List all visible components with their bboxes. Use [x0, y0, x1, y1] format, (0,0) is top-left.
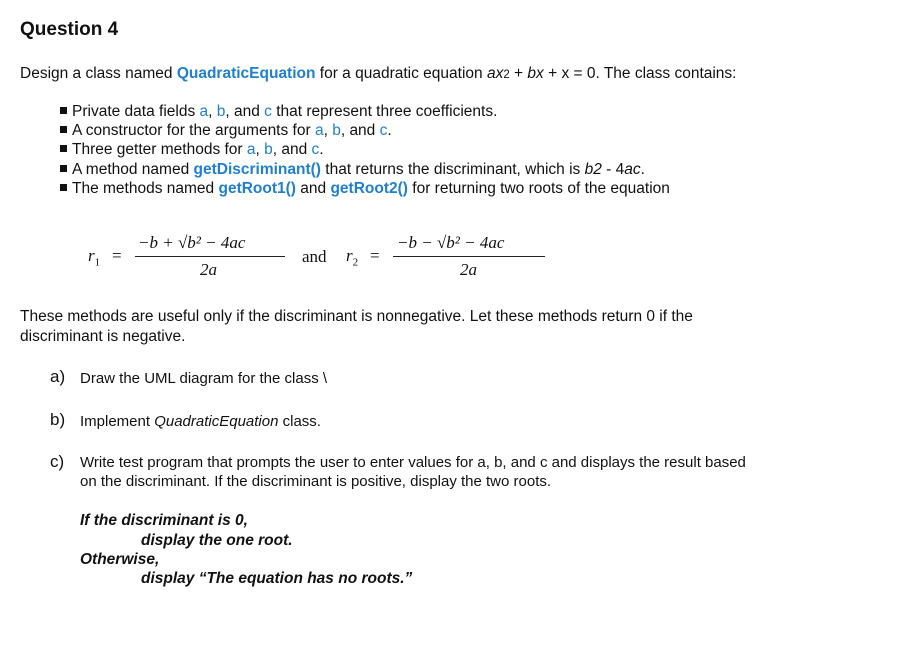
item-b-letter: b)	[50, 410, 66, 429]
bullet-getters	[60, 141, 324, 159]
item-a-letter: a)	[50, 367, 66, 386]
sep: , and	[272, 141, 312, 158]
coef-c: c	[311, 141, 320, 158]
coef-a: a	[314, 122, 324, 139]
paragraph-line-2: discriminant is negative.	[20, 328, 186, 345]
bullet-text: that represent three coefficients.	[271, 103, 498, 120]
item-b-class: QuadraticEquation	[154, 413, 279, 430]
bullet-text: Three getter methods for	[72, 141, 247, 158]
coef-c: c	[264, 103, 272, 120]
intro-text-1: Design a class named	[20, 65, 177, 82]
coef-c: c	[379, 122, 388, 139]
bullet-text: for returning two roots of the equation	[407, 180, 670, 197]
coef-b: b	[216, 103, 226, 120]
equals-sign-1: =	[112, 246, 122, 265]
bullet-square-icon	[60, 107, 67, 114]
bullet-fields	[60, 103, 497, 121]
bullet-text: that returns the discriminant, which is	[320, 161, 585, 178]
pseudo-line-4: display “The equation has no roots.”	[141, 570, 413, 587]
pseudo-line-2: display the one root.	[141, 532, 293, 549]
coef-b: b	[264, 141, 273, 158]
fraction-bar-1	[135, 256, 285, 257]
item-c-letter: c)	[50, 452, 65, 471]
bullet-square-icon	[60, 126, 67, 133]
coef-a: a	[246, 141, 256, 158]
item-b-text	[80, 413, 321, 430]
fraction-bar-2	[393, 256, 545, 257]
bullet-text: Private data fields	[72, 103, 200, 120]
bullet-square-icon	[60, 184, 67, 191]
and-word: and	[302, 247, 327, 266]
item-a-text: Draw the UML diagram for the class \	[80, 370, 328, 387]
sep: ,	[208, 103, 217, 120]
intro-line	[20, 65, 737, 83]
bullet-text: .	[640, 161, 645, 178]
ac-term: ac	[624, 161, 641, 178]
bullet-square-icon	[60, 165, 67, 172]
item-b-part: Implement	[80, 413, 155, 430]
item-c-line-1: Write test program that prompts the user to enter values for a, b, and c and displays the result based	[80, 454, 746, 471]
intro-text-3: + x = 0. The class contains:	[543, 65, 737, 82]
pseudo-line-1: If the discriminant is 0,	[80, 512, 248, 529]
b-squared: b2	[584, 161, 602, 178]
item-c-line-2: on the discriminant. If the discriminant is positive, display the two roots.	[80, 473, 552, 490]
numerator-1: −b + √b² − 4ac	[138, 233, 246, 252]
sep: , and	[340, 122, 380, 139]
bullet-text: A method named	[72, 161, 194, 178]
sep: , and	[225, 103, 265, 120]
bullet-discriminant	[60, 161, 645, 179]
class-name: QuadraticEquation	[176, 65, 316, 82]
denominator-1: 2a	[200, 260, 217, 279]
method-getroot2: getRoot2()	[330, 180, 408, 197]
intro-plus: +	[509, 65, 528, 82]
bullet-text: .	[319, 141, 324, 158]
coef-a: a	[199, 103, 209, 120]
item-b-part: class.	[278, 413, 321, 430]
r2-symbol	[346, 246, 358, 268]
r1-subscript: 1	[94, 256, 101, 269]
method-getroot1: getRoot1()	[218, 180, 296, 197]
coef-b: b	[332, 122, 341, 139]
bx-term: bx	[527, 65, 544, 82]
r2-subscript: 2	[352, 256, 359, 269]
equals-sign-2: =	[370, 246, 380, 265]
bullet-text: A constructor for the arguments for	[72, 122, 315, 139]
question-title: Question 4	[20, 19, 119, 40]
intro-text-2: for a quadratic equation	[315, 65, 487, 82]
bullet-text: and	[295, 180, 331, 197]
method-getdiscriminant: getDiscriminant()	[193, 161, 321, 178]
r2-letter: r	[346, 246, 353, 265]
denominator-2: 2a	[460, 260, 477, 279]
r1-symbol	[88, 246, 100, 268]
paragraph-line-1: These methods are useful only if the discriminant is nonnegative. Let these methods return 0 if the	[20, 308, 693, 325]
numerator-2: −b − √b² − 4ac	[397, 233, 505, 252]
bullet-square-icon	[60, 145, 67, 152]
bullet-roots	[60, 180, 670, 198]
ax-term: ax	[486, 65, 504, 82]
bullet-constructor	[60, 122, 392, 140]
bullet-text: - 4	[601, 161, 625, 178]
sep: ,	[255, 141, 265, 158]
sep: ,	[323, 122, 333, 139]
ax-exponent: 2	[503, 69, 510, 81]
r1-letter: r	[88, 246, 95, 265]
pseudo-line-3: Otherwise,	[80, 551, 160, 568]
bullet-text: The methods named	[72, 180, 219, 197]
bullet-text: .	[387, 122, 392, 139]
